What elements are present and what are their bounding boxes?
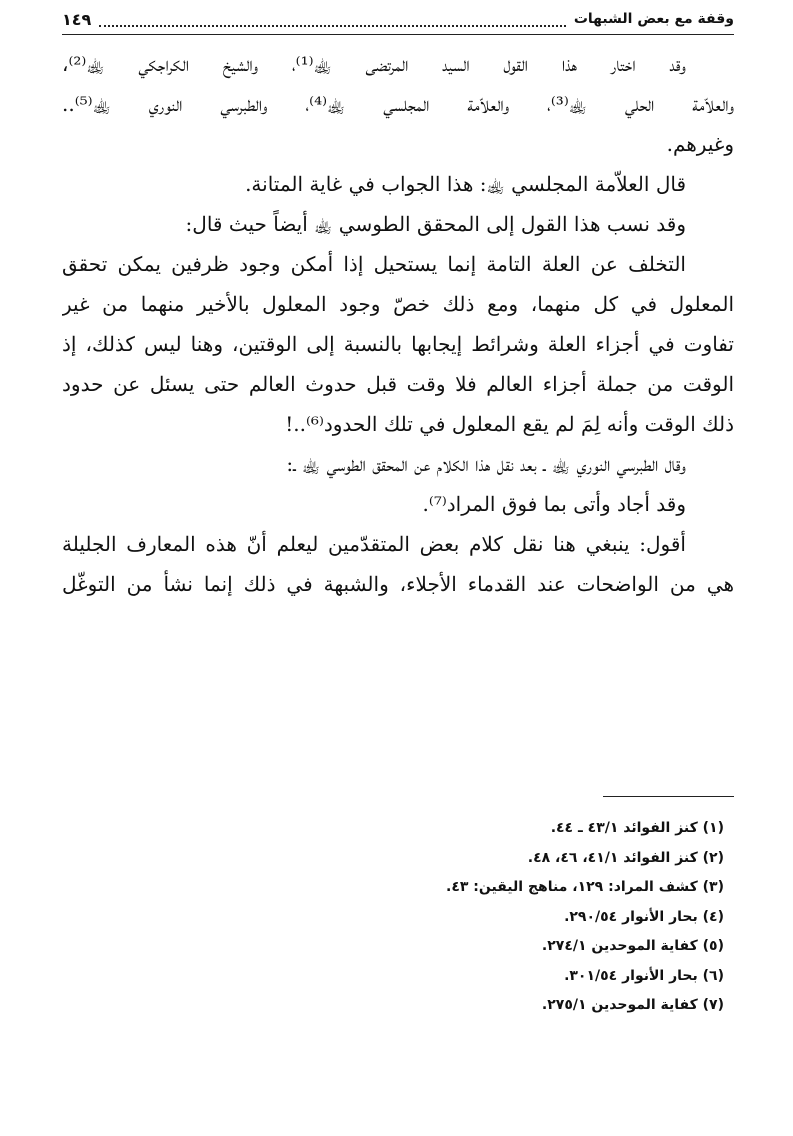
running-header	[62, 4, 734, 35]
text-line: وقال الطبرسي النوري ﵀ ـ بعد نقل هذا الكلام عن المحقق الطوسي ﵀ ـ:	[286, 452, 686, 476]
page-number: ١٤٩	[62, 9, 92, 29]
text-line: وقد اختار هذا القول السيد المرتضى ﵀⁽¹⁾، والشيخ الكراجكي ﵀⁽²⁾،	[62, 52, 686, 76]
footnote: (٣) كشف المراد: ١٢٩، مناهج اليقين: ٤٣.	[446, 879, 724, 895]
footnote-divider	[603, 796, 734, 797]
text-line: وغيرهم.	[666, 132, 734, 156]
footnotes	[62, 814, 734, 1021]
text-line: قال العلاّمة المجلسي ﵀: هذا الجواب في غاية المتانة.	[245, 172, 686, 196]
leader-dots	[99, 11, 566, 27]
text-line: تفاوت في أجزاء العلة وشرائط إيجابها بالنسبة إلى الوقتين، وهنا ليس كذلك، إذ	[62, 332, 734, 356]
text-line: التخلف عن العلة التامة إنما يستحيل إذا أمكن وجود ظرفين يمكن تحقق	[62, 252, 686, 276]
text-line: هي من الواضحات عند القدماء الأجلاء، والشبهة في ذلك إنما نشأ من التوغّل	[62, 572, 734, 596]
text-line: ذلك الوقت وأنه لِمَ لم يقع المعلول في تلك الحدود⁽⁶⁾..!	[285, 412, 734, 436]
text-line: والعلاّمة الحلي ﵀⁽³⁾، والعلاّمة المجلسي ﵀⁽⁴⁾، والطبرسي النوري ﵀⁽⁵⁾..	[62, 92, 734, 116]
text-line: الوقت من جملة أجزاء العالم فلا وقت قبل حدوث العالم حتى يسئل عن حدود	[62, 372, 734, 396]
footnote: (٥) كفاية الموحدين ٢٧٤/١.	[541, 938, 724, 954]
text-line: وقد أجاد وأتى بما فوق المراد⁽⁷⁾.	[422, 492, 686, 516]
footnote: (٢) كنز الفوائد ٤١/١، ٤٦، ٤٨.	[527, 849, 724, 866]
footnote: (٤) بحار الأنوار ٢٩٠/٥٤.	[564, 908, 724, 925]
text-line: أقول: ينبغي هنا نقل كلام بعض المتقدّمين ليعلم أنّ هذه المعارف الجليلة	[62, 532, 686, 556]
main-text	[62, 44, 734, 604]
footnote: (٧) كفاية الموحدين ٢٧٥/١.	[541, 997, 724, 1013]
header-title: وقفة مع بعض الشبهات	[573, 11, 734, 27]
text-line: المعلول في كل منهما، ومع ذلك خصّ وجود المعلول بالأخير منهما من غير	[62, 292, 734, 316]
footnote: (١) كنز الفوائد ٤٣/١ ـ ٤٤.	[550, 820, 724, 836]
text-line: وقد نسب هذا القول إلى المحقق الطوسي ﵀ أيضاً حيث قال:	[185, 212, 686, 236]
footnote: (٦) بحار الأنوار ٣٠١/٥٤.	[564, 967, 724, 984]
